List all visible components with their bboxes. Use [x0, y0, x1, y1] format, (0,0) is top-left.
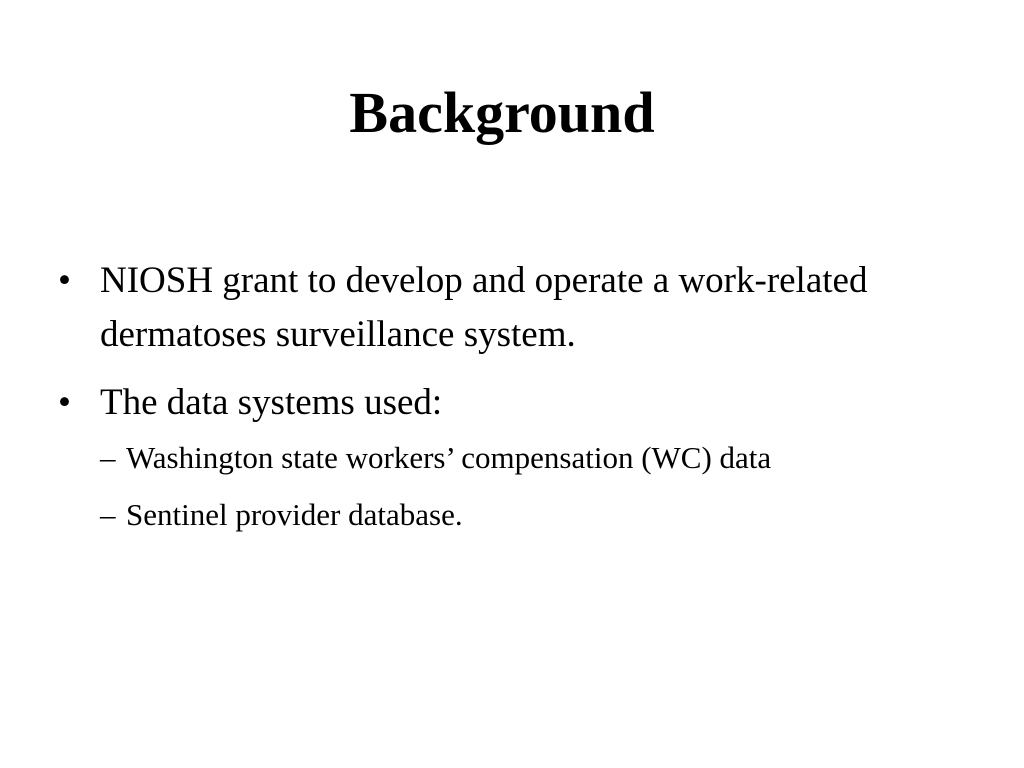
bullet-marker: • [58, 382, 71, 423]
bullet-list [58, 254, 998, 551]
slide-title: Background [349, 80, 655, 145]
sub-bullet-marker: – [100, 440, 116, 475]
sub-bullet-marker: – [100, 497, 116, 532]
bullet-text: The data systems used: [100, 382, 443, 423]
sub-bullet-item-sentinel-database [100, 493, 998, 537]
sub-bullet-item-wc-data [100, 436, 998, 480]
bullet-item-niosh-grant [58, 254, 998, 362]
bullet-text: NIOSH grant to develop and operate a work-related dermatoses surveillance system. [100, 260, 868, 355]
sub-bullet-list [100, 436, 998, 537]
bullet-marker: • [58, 260, 71, 301]
sub-bullet-text: Washington state workers’ compensation (WC) data [126, 440, 772, 475]
sub-bullet-text: Sentinel provider database. [126, 497, 463, 532]
bullet-item-data-systems [58, 376, 998, 537]
